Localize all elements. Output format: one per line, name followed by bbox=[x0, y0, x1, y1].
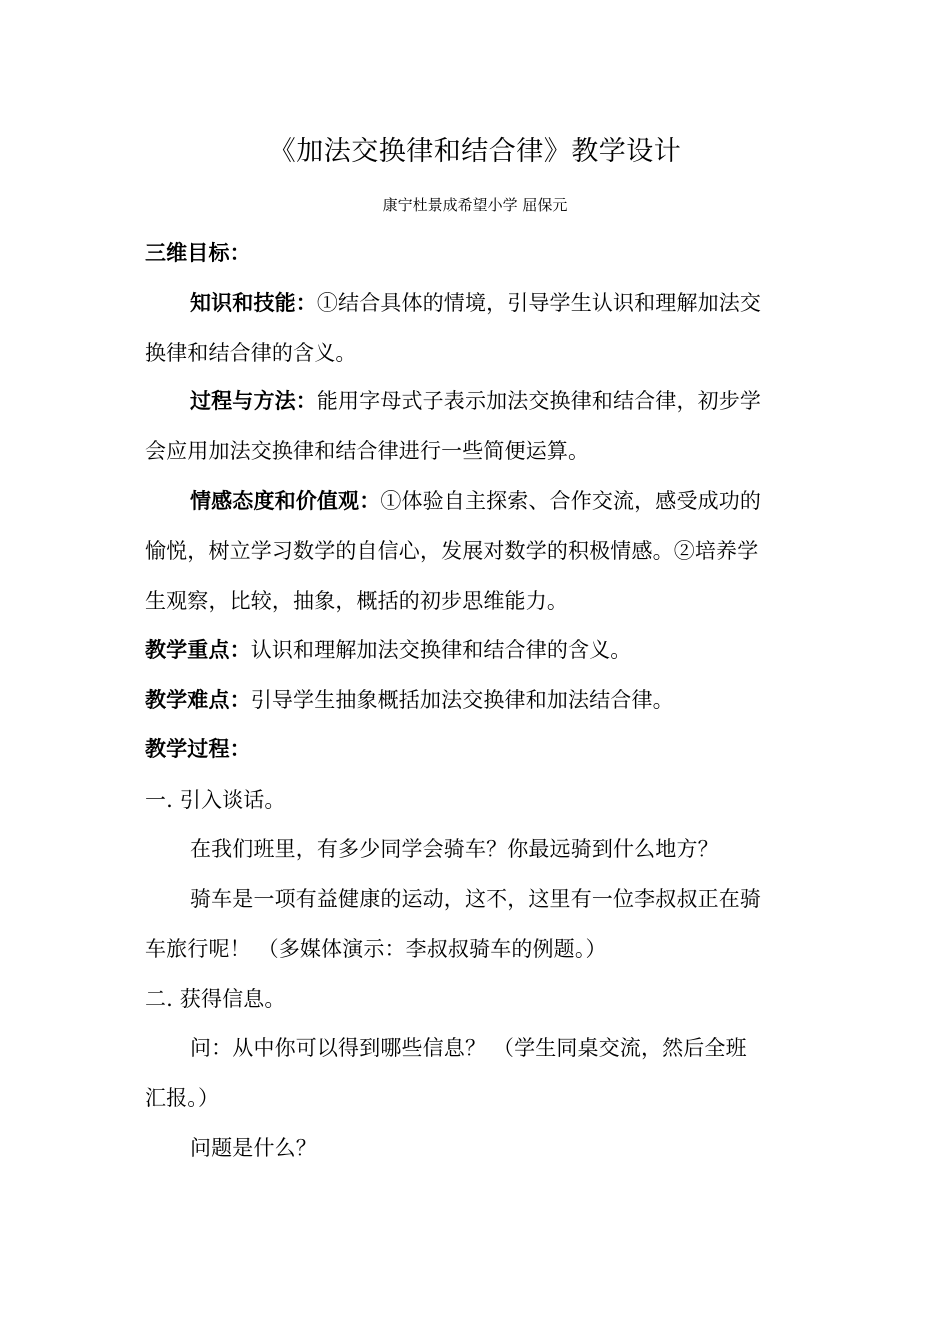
section2-para1-line1: 问：从中你可以得到哪些信息？ （学生同桌交流，然后全班 bbox=[190, 1036, 747, 1060]
knowledge-line-1 bbox=[190, 288, 761, 318]
process-label: 过程与方法： bbox=[190, 388, 317, 413]
goals-heading: 三维目标： bbox=[145, 240, 251, 265]
process-line-2: 会应用加法交换律和结合律进行一些简便运算。 bbox=[145, 439, 590, 463]
section2-heading: 二. 获得信息。 bbox=[145, 987, 286, 1011]
emotion-line-3: 生观察，比较，抽象，概括的初步思维能力。 bbox=[145, 589, 568, 613]
section2-para1-line2: 汇报。） bbox=[145, 1086, 220, 1110]
section1-para1: 在我们班里，有多少同学会骑车？你最远骑到什么地方？ bbox=[190, 837, 719, 861]
section2-para2: 问题是什么？ bbox=[190, 1136, 317, 1160]
process-heading: 教学过程： bbox=[145, 736, 251, 761]
section1-heading: 一. 引入谈话。 bbox=[145, 788, 286, 812]
knowledge-label: 知识和技能： bbox=[190, 290, 317, 315]
process-line-1 bbox=[190, 386, 761, 416]
knowledge-line-2: 换律和结合律的含义。 bbox=[145, 341, 357, 365]
difficulty-line bbox=[145, 685, 674, 715]
difficulty-text: 引导学生抽象概括加法交换律和加法结合律。 bbox=[250, 688, 674, 712]
emotion-label: 情感态度和价值观： bbox=[190, 488, 381, 513]
knowledge-text-1: ①结合具体的情境，引导学生认识和理解加法交 bbox=[316, 291, 762, 315]
emotion-text-1: ①体验自主探索、合作交流，感受成功的 bbox=[380, 489, 762, 513]
emotion-line-1 bbox=[190, 486, 761, 516]
key-point-line bbox=[145, 635, 631, 665]
document-title: 《加法交换律和结合律》教学设计 bbox=[268, 136, 682, 167]
key-point-label: 教学重点： bbox=[145, 637, 251, 662]
section1-para2-line1: 骑车是一项有益健康的运动，这不，这里有一位李叔叔正在骑 bbox=[190, 887, 762, 911]
author-line: 康宁杜景成希望小学 屈保元 bbox=[382, 196, 568, 214]
process-text-1: 能用字母式子表示加法交换律和结合律，初步学 bbox=[316, 389, 762, 413]
difficulty-label: 教学难点： bbox=[145, 687, 251, 712]
key-point-text: 认识和理解加法交换律和结合律的含义。 bbox=[250, 638, 632, 662]
section1-para2-line2: 车旅行呢！ （多媒体演示：李叔叔骑车的例题。） bbox=[145, 937, 607, 961]
emotion-line-2: 愉悦，树立学习数学的自信心，发展对数学的积极情感。②培养学 bbox=[145, 539, 759, 563]
